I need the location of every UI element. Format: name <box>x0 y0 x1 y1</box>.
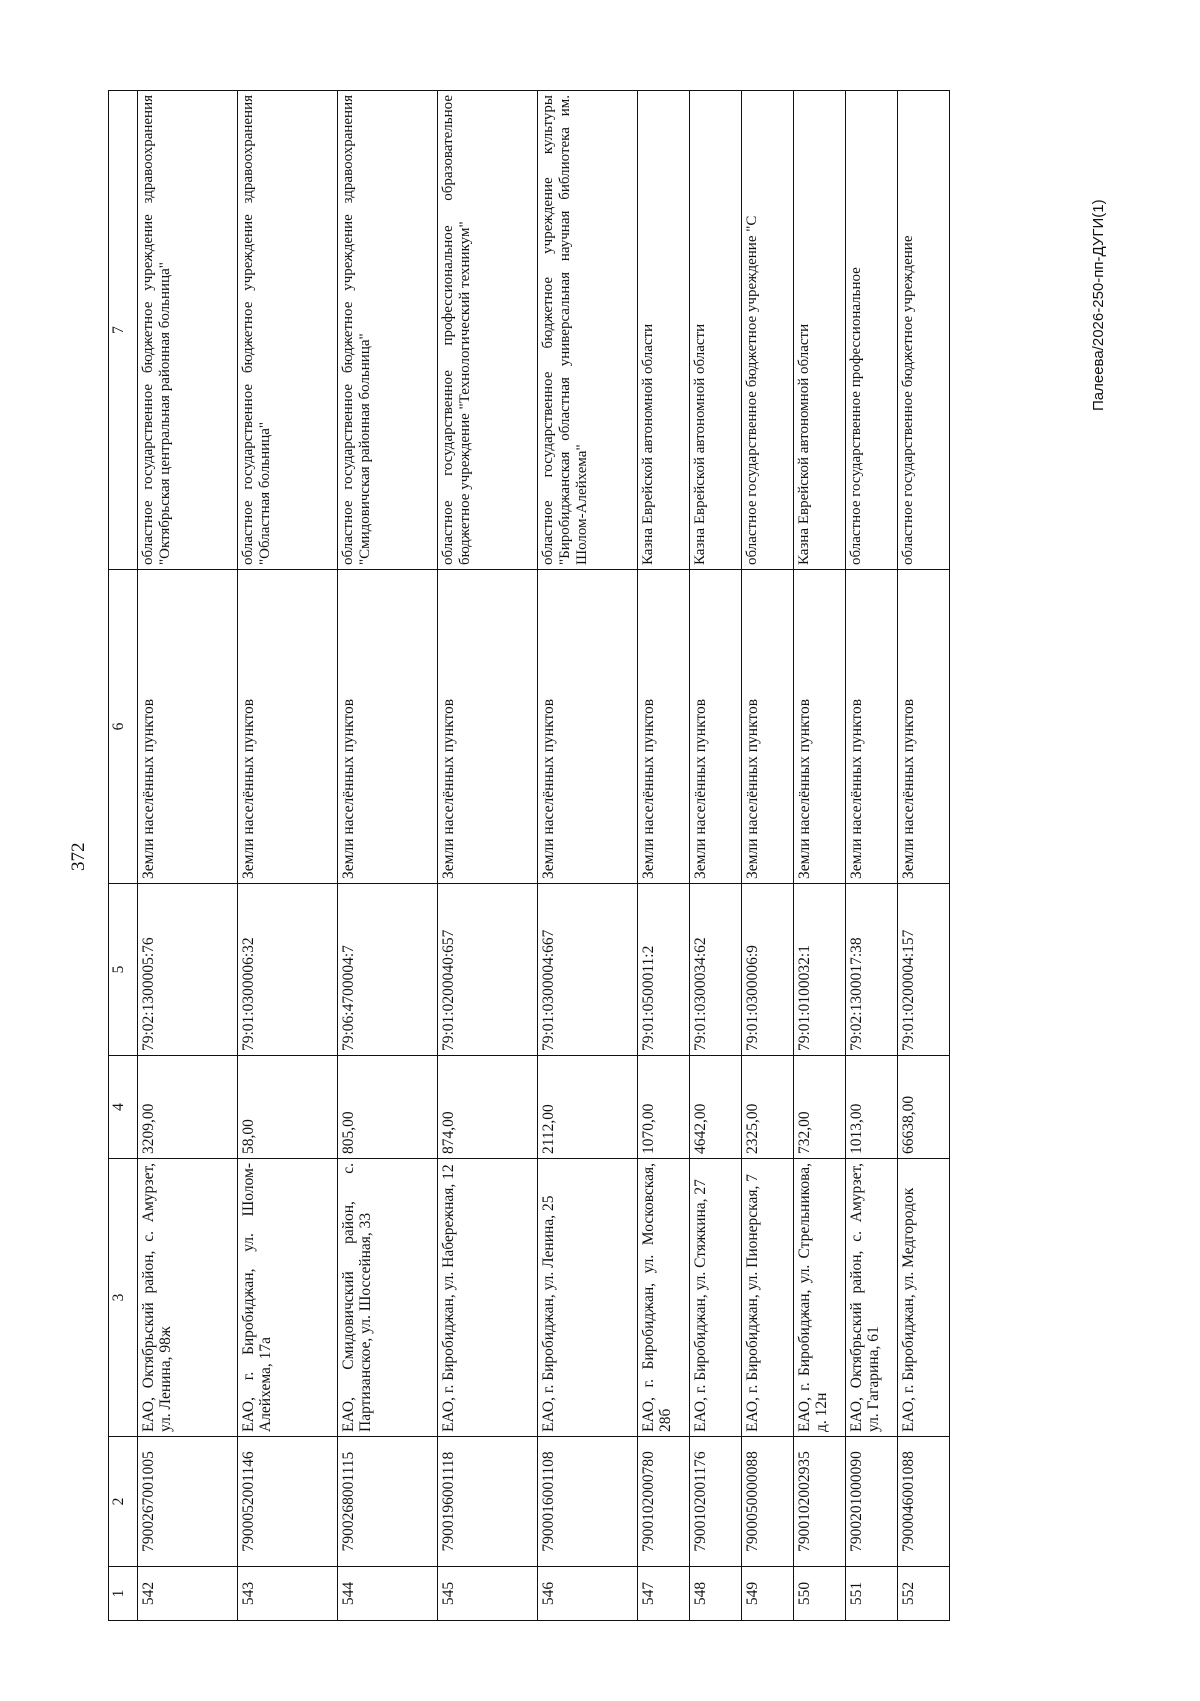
row-number: 551 <box>846 1567 898 1621</box>
land-category-cell: Земли населённых пунктов <box>742 570 794 884</box>
table-row <box>846 91 898 1621</box>
column-header: 5 <box>109 884 138 1056</box>
table-row <box>898 91 950 1621</box>
column-header: 6 <box>109 570 138 884</box>
address-cell: ЕАО, г. Биробиджан, ул. Московская, 28б <box>638 1159 690 1437</box>
address-cell: ЕАО, г. Биробиджан, ул. Набережная, 12 <box>438 1159 538 1437</box>
cadastral-number-cell: 79:01:0300034:62 <box>690 884 742 1056</box>
cadastral-number-cell: 79:02:1300005:76 <box>138 884 238 1056</box>
owner-cell: областное государственное бюджетное учреждение здравоохранения "Октябрьская центральная районная больница" <box>138 91 238 570</box>
owner-cell: областное государственное профессиональное <box>846 91 898 570</box>
cadastral-number-cell: 79:02:1300017:38 <box>846 884 898 1056</box>
table-row <box>742 91 794 1621</box>
registry-code: 7900016001108 <box>538 1437 638 1567</box>
row-number: 545 <box>438 1567 538 1621</box>
land-registry-table <box>108 90 950 1621</box>
address-cell: ЕАО, Октябрьский район, с. Амурзет, ул. Гагарина, 61 <box>846 1159 898 1437</box>
registry-code: 7900267001005 <box>138 1437 238 1567</box>
land-category-cell: Земли населённых пунктов <box>338 570 438 884</box>
table-row <box>538 91 638 1621</box>
area-cell: 4642,00 <box>690 1056 742 1159</box>
row-number: 549 <box>742 1567 794 1621</box>
area-cell: 874,00 <box>438 1056 538 1159</box>
document-reference: Палеева/2026-250-пп-ДУГИ(1) <box>1090 199 1107 411</box>
cadastral-number-cell: 79:01:0200004:157 <box>898 884 950 1056</box>
land-category-cell: Земли населённых пунктов <box>238 570 338 884</box>
land-category-cell: Земли населённых пунктов <box>538 570 638 884</box>
land-category-cell: Земли населённых пунктов <box>690 570 742 884</box>
address-cell: ЕАО, г. Биробиджан, ул. Шолом-Алейхема, 17а <box>238 1159 338 1437</box>
owner-cell: областное государственное профессиональное образовательное бюджетное учреждение "Технологический техникум" <box>438 91 538 570</box>
land-category-cell: Земли населённых пунктов <box>438 570 538 884</box>
owner-cell: Казна Еврейской автономной области <box>690 91 742 570</box>
page-number: 372 <box>68 842 89 871</box>
owner-cell: областное государственное бюджетное учреждение здравоохранения "Областная больница" <box>238 91 338 570</box>
cadastral-number-cell: 79:01:0100032:1 <box>794 884 846 1056</box>
land-category-cell: Земли населённых пунктов <box>794 570 846 884</box>
row-number: 542 <box>138 1567 238 1621</box>
area-cell: 3209,00 <box>138 1056 238 1159</box>
land-category-cell: Земли населённых пунктов <box>638 570 690 884</box>
registry-code: 7900268001115 <box>338 1437 438 1567</box>
column-header: 1 <box>109 1567 138 1621</box>
row-number: 543 <box>238 1567 338 1621</box>
area-cell: 58,00 <box>238 1056 338 1159</box>
registry-code: 7900046001088 <box>898 1437 950 1567</box>
land-category-cell: Земли населённых пунктов <box>138 570 238 884</box>
address-cell: ЕАО, г. Биробиджан, ул. Стяжкина, 27 <box>690 1159 742 1437</box>
cadastral-number-cell: 79:01:0200040:657 <box>438 884 538 1056</box>
row-number: 546 <box>538 1567 638 1621</box>
registry-code: 7900196001118 <box>438 1437 538 1567</box>
area-cell: 805,00 <box>338 1056 438 1159</box>
table-row <box>238 91 338 1621</box>
row-number: 550 <box>794 1567 846 1621</box>
column-header: 2 <box>109 1437 138 1567</box>
registry-code: 7900201000090 <box>846 1437 898 1567</box>
area-cell: 1070,00 <box>638 1056 690 1159</box>
owner-cell: областное государственное бюджетное учреждение "С <box>742 91 794 570</box>
registry-code: 7900050000088 <box>742 1437 794 1567</box>
cadastral-number-cell: 79:01:0500011:2 <box>638 884 690 1056</box>
area-cell: 66638,00 <box>898 1056 950 1159</box>
table-row <box>138 91 238 1621</box>
area-cell: 2325,00 <box>742 1056 794 1159</box>
area-cell: 1013,00 <box>846 1056 898 1159</box>
row-number: 547 <box>638 1567 690 1621</box>
table-row <box>338 91 438 1621</box>
address-cell: ЕАО, г. Биробиджан, ул. Стрельникова, д. 12н <box>794 1159 846 1437</box>
row-number: 552 <box>898 1567 950 1621</box>
address-cell: ЕАО, г. Биробиджан, ул. Медгородок <box>898 1159 950 1437</box>
cadastral-number-cell: 79:01:0300006:9 <box>742 884 794 1056</box>
table-row <box>638 91 690 1621</box>
address-cell: ЕАО, г. Биробиджан, ул. Пионерская, 7 <box>742 1159 794 1437</box>
area-cell: 732,00 <box>794 1056 846 1159</box>
registry-code: 7900102001176 <box>690 1437 742 1567</box>
land-category-cell: Земли населённых пунктов <box>846 570 898 884</box>
address-cell: ЕАО, Смидовичский район, с. Партизанское, ул. Шоссейная, 33 <box>338 1159 438 1437</box>
registry-code: 7900102002935 <box>794 1437 846 1567</box>
column-header: 7 <box>109 91 138 570</box>
registry-code: 7900102000780 <box>638 1437 690 1567</box>
owner-cell: областное государственное бюджетное учреждение здравоохранения "Смидовичская районная больница" <box>338 91 438 570</box>
column-header: 4 <box>109 1056 138 1159</box>
row-number: 544 <box>338 1567 438 1621</box>
address-cell: ЕАО, Октябрьский район, с. Амурзет, ул. Ленина, 98ж <box>138 1159 238 1437</box>
registry-code: 7900052001146 <box>238 1437 338 1567</box>
column-header: 3 <box>109 1159 138 1437</box>
cadastral-number-cell: 79:01:0300004:667 <box>538 884 638 1056</box>
table-header-row <box>109 91 138 1621</box>
cadastral-number-cell: 79:06:4700004:7 <box>338 884 438 1056</box>
owner-cell: Казна Еврейской автономной области <box>794 91 846 570</box>
cadastral-number-cell: 79:01:0300006:32 <box>238 884 338 1056</box>
owner-cell: областное государственное бюджетное учреждение <box>898 91 950 570</box>
land-category-cell: Земли населённых пунктов <box>898 570 950 884</box>
address-cell: ЕАО, г. Биробиджан, ул. Ленина, 25 <box>538 1159 638 1437</box>
row-number: 548 <box>690 1567 742 1621</box>
owner-cell: Казна Еврейской автономной области <box>638 91 690 570</box>
table-row <box>690 91 742 1621</box>
owner-cell: областное государственное бюджетное учреждение культуры "Биробиджанская областная универсальная научная библиотека им. Шолом-Алейхема" <box>538 91 638 570</box>
table-row <box>438 91 538 1621</box>
table-row <box>794 91 846 1621</box>
area-cell: 2112,00 <box>538 1056 638 1159</box>
